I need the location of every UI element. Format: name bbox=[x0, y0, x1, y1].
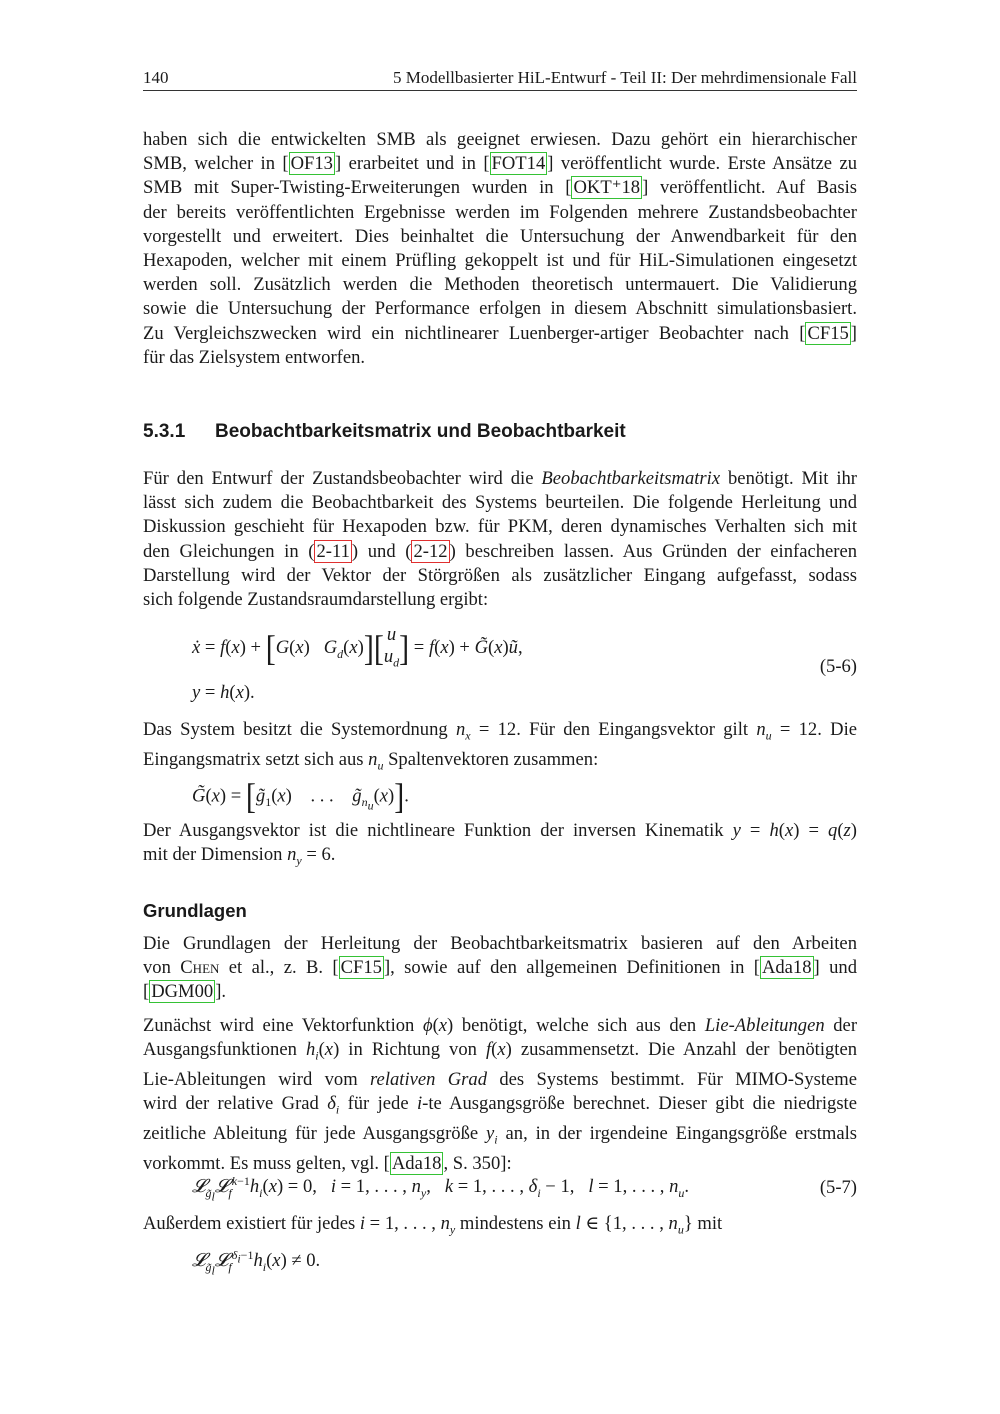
intro-paragraph: haben sich die entwickelten SMB als geeignet erwiesen. Dazu gehört ein hierarchischer SMB, welcher in [ OF13 ] erarbeitet und in [ FOT14 ] veröffentlicht wurde. Erste Ansätze zu SMB mit Super-Twisting-Erweiterungen wurden in [ OKT⁺18 ] veröffentlicht. Auf Basis der bereits veröffentlichten Ergebnisse werden im Folgenden mehrere Zustandsbeobachter vorgestellt und erweitert. Dies beinhaltet die Untersuchung der Anwendbarkeit für den Hexapoden, welcher mit einem Prüfling gekoppelt ist und für HiL-Simulationen eingesetzt werden soll. Zusätzlich werden die Methoden theoretisch untermauert. Die Validierung sowie die Untersuchung der Performance erfolgen in diesem Abschnitt simulationsbasiert. Zu Vergleichszwecken wird ein nichtlinearer Luenberger-artiger Beobachter nach [ CF15 ] für das Zielsystem entworfen. bbox=[143, 129, 857, 368]
section-heading: 5.3.1 Beobachtbarkeitsmatrix und Beobachtbarkeit bbox=[143, 421, 626, 442]
equation-ref-2-12[interactable]: 2-12 bbox=[413, 540, 448, 562]
citation-cf15[interactable]: CF15 bbox=[807, 322, 849, 344]
equation-number-5-7: (5-7) bbox=[819, 1177, 857, 1198]
page-number: 140 bbox=[143, 68, 169, 87]
running-title: 5 Modellbasierter HiL-Entwurf - Teil II: Der mehrdimensionale Fall bbox=[393, 68, 857, 87]
paragraph-2: Für den Entwurf der Zustandsbeobachter wird die Beobachtbarkeitsmatrix benötigt. Mit ihr lässt sich zudem die Beobachtbarkeit des Systems beurteilen. Die folgende Herleitung und Diskussion geschieht für Hexapoden bzw. für PKM, deren dynamisches Verhalten sich mit den Gleichungen in ( 2-11 ) und ( 2-12 ) beschreiben lassen. Aus Gründen der einfacheren Darstellung wird der Vektor der Störgrößen als zusätzlicher Eingang aufgefasst, sodass sich folgende Zustandsraumdarstellung ergibt: bbox=[143, 468, 858, 611]
equation-ref-2-11[interactable]: 2-11 bbox=[316, 540, 350, 562]
equation-5-6-line2: y = h(x). bbox=[192, 682, 255, 703]
equation-5-7: $𝓛_{g̃_l}𝓛_f^{k-1}h_i(x) = 0$, i = 1, . . . , $n_y$, k = 1, . . . , $\delta_i - 1$, l = 1, . . . , $n_u$. bbox=[192, 1174, 690, 1204]
paragraph-3: Das System besitzt die Systemordnung $n_x = 12$. Für den Eingangsvektor gilt $n_u = 12$. Die Eingangsmatrix setzt sich aus $n_u$ Spaltenvektoren zusammen: bbox=[143, 719, 857, 773]
citation-fot14[interactable]: FOT14 bbox=[491, 153, 546, 175]
citation-cf15-2[interactable]: CF15 bbox=[340, 957, 382, 979]
equation-input-matrix: G̃(x) = [$g̃_1(x)$ . . . $g̃_{n_u}(x)$]. bbox=[192, 776, 409, 817]
paragraph-7: Außerdem existiert für jedes i = 1, . . . , $n_y$ mindestens ein l ∈ {1, . . . , $n_u$} mit bbox=[143, 1213, 723, 1237]
citation-okt18[interactable]: OKT⁺18 bbox=[573, 177, 641, 199]
equation-number-5-6: (5-6) bbox=[819, 656, 857, 677]
subsection-heading: Grundlagen bbox=[143, 900, 247, 921]
equation-5-6-line1: ẋ = f(x) + [G(x) $G_d(x)$][ u $u_d] = f(x)$ + G̃(x)ũ, bbox=[192, 624, 523, 670]
citation-ada18[interactable]: Ada18 bbox=[761, 957, 812, 979]
equation-relative-degree: $𝓛_{g̃_l}𝓛_f^{\delta_i-1}h_i(x) \ne 0$. bbox=[192, 1248, 321, 1278]
paragraph-4: Der Ausgangsvektor ist die nichtlineare Funktion der inversen Kinematik y = h(x) = q(z) mit der Dimension $n_y = 6$. bbox=[143, 820, 857, 868]
citation-dgm00[interactable]: DGM00 bbox=[151, 981, 214, 1003]
paragraph-5: Die Grundlagen der Herleitung der Beobachtbarkeitsmatrix basieren auf den Arbeiten von Chen et al., z. B. [ CF15 ], sowie auf den allgemeinen Definitionen in [ Ada18 ] und [ DGM00 ]. bbox=[143, 933, 857, 1003]
citation-of13[interactable]: OF13 bbox=[290, 153, 333, 175]
paragraph-6: Zunächst wird eine Vektorfunktion ϕ(x) benötigt, welche sich aus den Lie-Ableitungen der Ausgangsfunktionen $h_i(x)$ in Richtung von f(x) zusammensetzt. Die Anzahl der benötigten Lie-Ableitungen wird vom relativen Grad des Systems bestimmt. Für MIMO-Systeme wird der relative Grad $\delta_i$ für jede i-te Ausgangsgröße berechnet. Dieser gibt die niedrigste zeitliche Ableitung für jede Ausgangsgröße $y_i$ an, in der irgendeine Eingangsgröße erstmals vorkommt. Es muss gelten, vgl. [ Ada18 , S. 350]: bbox=[143, 1015, 858, 1175]
citation-ada18-2[interactable]: Ada18 bbox=[391, 1153, 442, 1175]
running-header bbox=[143, 66, 857, 91]
